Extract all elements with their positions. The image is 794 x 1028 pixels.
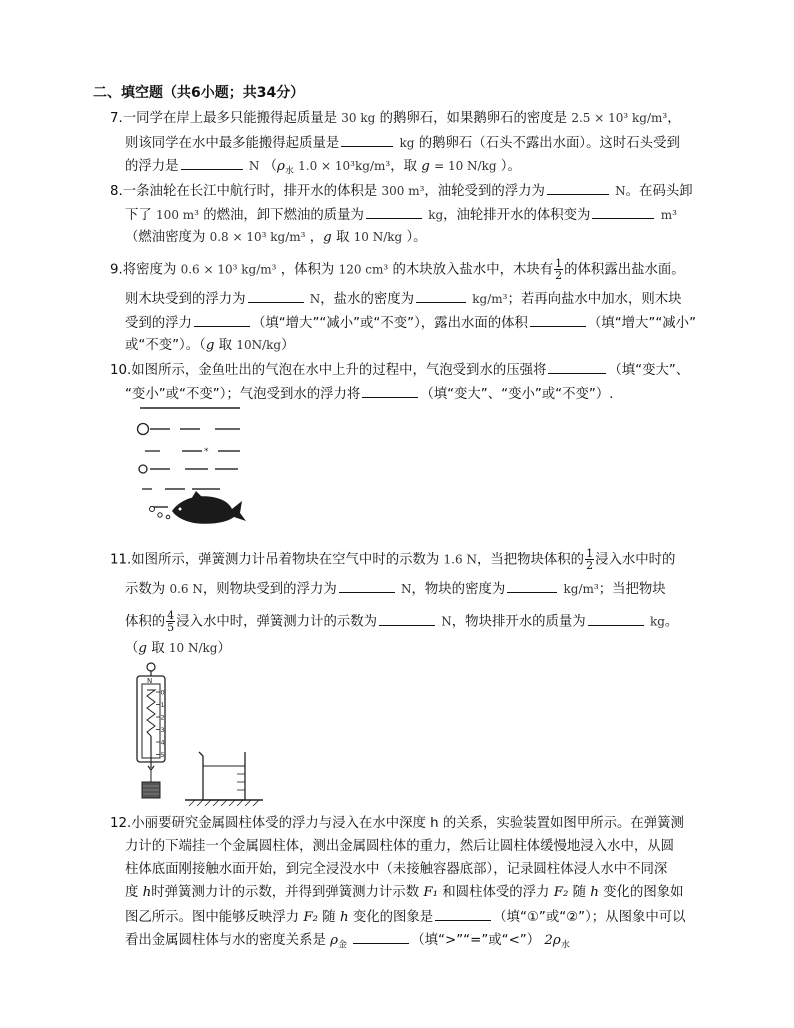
answer-blank[interactable] — [366, 204, 422, 219]
q12-line-2: 力计的下端挂一个金属圆柱体，测出金属圆柱体的重力，然后让圆柱体缓慢地浸入水中，从圆 — [125, 839, 675, 854]
answer-blank[interactable] — [547, 180, 609, 195]
bubble-small — [150, 507, 155, 512]
answer-blank[interactable] — [435, 906, 491, 921]
spring-scale — [137, 663, 165, 798]
answer-blank[interactable] — [507, 578, 557, 593]
q12-line-5: 图乙所示。图中能够反映浮力 F₂ 随 h 变化的图象是 （填“①”或“②”）；从图象中可以 — [125, 906, 686, 928]
section-title: 二、填空题（共6小题；共34分） — [93, 85, 305, 101]
q8-line-2: 下了 100 m³ 的燃油，卸下燃油的质量为 kg，油轮排开水的体积变为 m³ — [125, 204, 677, 226]
q8-line-3: （燃油密度为 0.8 × 10³ kg/m³ ，g 取 10 N/kg ）。 — [125, 230, 427, 245]
q9-line-2: 则木块受到的浮力为 N，盐水的密度为 kg/m³；若再向盐水中加水，则木块 — [125, 288, 682, 310]
q11-line-2: 示数为 0.6 N，则物块受到的浮力为 N，物块的密度为 kg/m³；当把物块 — [125, 578, 666, 600]
scale-tick-label: 5 — [160, 751, 165, 759]
fraction-one-half: $\frac{1}{2}$ — [586, 547, 594, 572]
q9-line-1: 9.将密度为 0.6 × 10³ kg/m³ ，体积为 120 cm³ 的木块放入盐水中，木块有 $\frac{1}{2}$ 的体积露出盐水面。 — [110, 257, 685, 282]
q7-line-1: 7.一同学在岸上最多只能搬得起质量是 30 kg 的鹅卵石，如果鹅卵石的密度是 2.5 × 10³ kg/m³， — [110, 111, 681, 126]
q8-number: 8. — [110, 184, 123, 199]
goldfish-bubble-figure — [130, 405, 250, 535]
goldfish-icon — [172, 491, 246, 524]
hook-ring — [147, 663, 155, 671]
bubble-small — [166, 515, 170, 519]
scale-tick-label: 0 — [160, 688, 165, 697]
q11-line-4: （g 取 10 N/kg） — [125, 641, 231, 656]
answer-blank[interactable] — [194, 312, 250, 327]
answer-blank[interactable] — [416, 288, 466, 303]
answer-blank[interactable] — [530, 312, 586, 327]
fraction-four-fifths: $\frac{4}{5}$ — [167, 609, 175, 634]
q11-number: 11. — [110, 552, 132, 568]
q9-line-3: 受到的浮力 （填“增大”“减小”或“不变”），露出水面的体积 （填“增大”“减小” — [125, 312, 696, 334]
q12-line-4: 度 h时弹簧测力计的示数，并得到弹簧测力计示数 F₁ 和圆柱体受的浮力 F₂ 随 h 变化的图象如 — [125, 885, 684, 900]
q12-number: 12. — [110, 816, 132, 831]
answer-blank[interactable] — [248, 288, 304, 303]
answer-blank[interactable] — [548, 359, 606, 374]
q7-line-2: 则该同学在水中最多能搬得起质量是 kg 的鹅卵石（石头不露出水面）。这时石头受到 — [125, 132, 680, 154]
q8-line-1: 8.一条油轮在长江中航行时，排开水的体积是 300 m³，油轮受到的浮力为 N。在码头卸 — [110, 180, 693, 202]
beaker-wall — [199, 752, 245, 800]
q7-line-3: 的浮力是 N （$\rho_水$ 1.0 × 10³kg/m³，取 g = 10 N/kg ）。 — [125, 155, 521, 177]
bubble-large — [138, 424, 149, 435]
answer-blank[interactable] — [362, 383, 418, 398]
bubble-medium — [139, 465, 147, 473]
scale-tick-label: 2 — [160, 713, 165, 722]
q7-number: 7. — [110, 111, 123, 126]
sparkle-icon: * — [204, 447, 209, 457]
beaker — [185, 752, 263, 806]
q9-number: 9. — [110, 262, 123, 278]
q10-line-1: 10.如图所示，金鱼吐出的气泡在水中上升的过程中，气泡受到水的压强将 （填“变大”、 — [110, 359, 689, 381]
hook-icon — [148, 762, 154, 770]
bubble-small — [158, 513, 162, 517]
scale-tick-label: 3 — [160, 726, 165, 734]
answer-blank[interactable] — [353, 929, 409, 944]
scale-tick-label: 4 — [160, 738, 165, 747]
water-dash-lines — [142, 429, 240, 507]
scale-unit-label: N — [147, 677, 153, 685]
answer-blank[interactable] — [592, 204, 654, 219]
q10-line-2: “变小”或“不变”）；气泡受到水的浮力将 （填“变大”、“变小”或“不变”）. — [125, 383, 614, 405]
answer-blank[interactable] — [339, 578, 395, 593]
q9-line-4: 或“不变”）。（g 取 10N/kg） — [125, 338, 295, 353]
fraction-one-half: $\frac{1}{2}$ — [555, 257, 563, 282]
q11-line-3: 体积的 $\frac{4}{5}$ 浸入水中时，弹簧测力计的示数为 N，物块排开水的质量为 kg。 — [125, 609, 679, 634]
q12-line-3: 柱体底面刚接触水面开始，到完全浸没水中（未接触容器底部），记录圆柱体浸人水中不同深 — [125, 862, 668, 877]
scale-tick-label: 1 — [160, 701, 165, 709]
spring-scale-figure — [133, 662, 363, 812]
answer-blank[interactable] — [181, 155, 243, 170]
q11-line-1: 11.如图所示，弹簧测力计吊着物块在空气中时的示数为 1.6 N，当把物块体积的 $\frac{1}{2}$ 浸入水中时的 — [110, 547, 676, 572]
answer-blank[interactable] — [341, 132, 393, 147]
q10-number: 10. — [110, 363, 132, 378]
q12-line-1: 12.小丽要研究金属圆柱体受的浮力与浸入在水中深度 h 的关系，实验装置如图甲所示。在弹簧测 — [110, 816, 684, 831]
table-hatch — [189, 800, 259, 806]
answer-blank[interactable] — [588, 611, 644, 626]
answer-blank[interactable] — [379, 611, 435, 626]
q12-line-6: 看出金属圆柱体与水的密度关系是 $\rho_金$ （填“>”“=”或“<”） $2\rho_水$ — [125, 929, 570, 951]
